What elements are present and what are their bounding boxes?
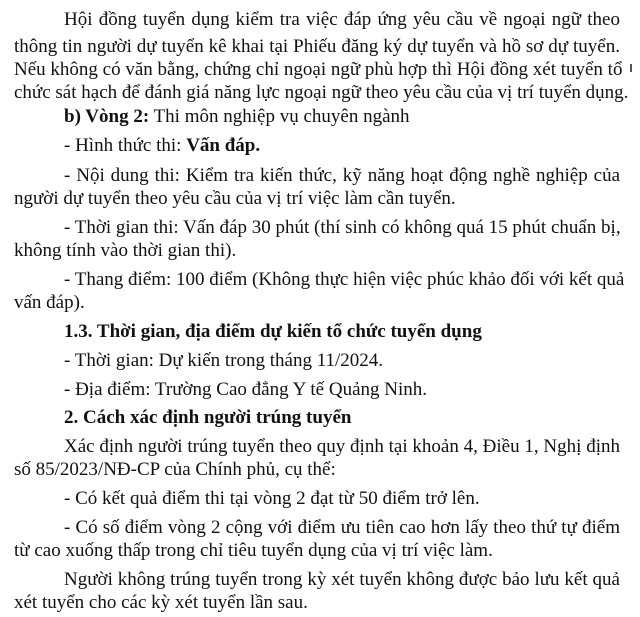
round-2-heading (64, 106, 640, 128)
section-2-title: 2. Cách xác định người trúng tuyển (64, 407, 352, 428)
criterion-2-line-2: từ cao xuống thấp trong chỉ tiêu tuyển dụng của vị trí việc làm. (14, 540, 493, 561)
final-note-line-2: xét tuyển cho các kỳ xét tuyển lần sau. (14, 592, 308, 613)
criterion-2-line-1: - Có số điểm vòng 2 cộng với điểm ưu tiên cao hơn lấy theo thứ tự điểm (64, 517, 620, 538)
section-2-intro-line-1: Xác định người trúng tuyển theo quy định tại khoản 4, Điều 1, Nghị định (64, 436, 620, 457)
round-2-text: Thi môn nghiệp vụ chuyên ngành (149, 106, 410, 127)
exam-time-line-1: - Thời gian thi: Vấn đáp 30 phút (thí sinh có không quá 15 phút chuẩn bị, (64, 217, 621, 238)
round-2-label: b) Vòng 2: (64, 106, 150, 127)
exam-form-prefix: - Hình thức thi: (64, 135, 187, 156)
section-1-3-title: 1.3. Thời gian, địa điểm dự kiến tổ chức tuyển dụng (64, 321, 482, 342)
paragraph-foreign-language-line-1: Hội đồng tuyển dụng kiểm tra việc đáp ứng yêu cầu về ngoại ngữ theo (64, 9, 620, 30)
criterion-1: - Có kết quả điểm thi tại vòng 2 đạt từ 50 điểm trở lên. (64, 488, 480, 509)
exam-content-line-2: người dự tuyển theo yêu cầu của vị trí việc làm cần tuyển. (14, 188, 456, 209)
paragraph-foreign-language-line-3: Nếu không có văn bằng, chứng chỉ ngoại ngữ phù hợp thì Hội đồng xét tuyển tổ (14, 59, 623, 80)
section-2-intro-line-2: số 85/2023/NĐ-CP của Chính phủ, cụ thể: (14, 459, 336, 480)
exam-form-line (64, 135, 640, 157)
score-scale-line-2: vấn đáp). (14, 292, 85, 313)
exam-time-line-2: không tính vào thời gian thi). (14, 240, 237, 261)
margin-mark (630, 64, 632, 72)
exam-form-value: Vấn đáp. (186, 135, 261, 156)
section-1-3-time: - Thời gian: Dự kiến trong tháng 11/2024. (64, 350, 384, 371)
section-1-3-place: - Địa điểm: Trường Cao đẳng Y tế Quảng Ninh. (64, 379, 428, 400)
final-note-line-1: Người không trúng tuyển trong kỳ xét tuyển không được bảo lưu kết quả (64, 569, 620, 590)
exam-content-line-1: - Nội dung thi: Kiểm tra kiến thức, kỹ năng hoạt động nghề nghiệp của (64, 165, 620, 186)
paragraph-foreign-language-line-2: thông tin người dự tuyển kê khai tại Phiếu đăng ký dự tuyển và hồ sơ dự tuyển. (14, 36, 620, 57)
score-scale-line-1: - Thang điểm: 100 điểm (Không thực hiện việc phúc khảo đối với kết quả (64, 269, 625, 290)
paragraph-foreign-language-line-4: chức sát hạch để đánh giá năng lực ngoại ngữ theo yêu cầu của vị trí tuyển dụng. (14, 82, 629, 103)
